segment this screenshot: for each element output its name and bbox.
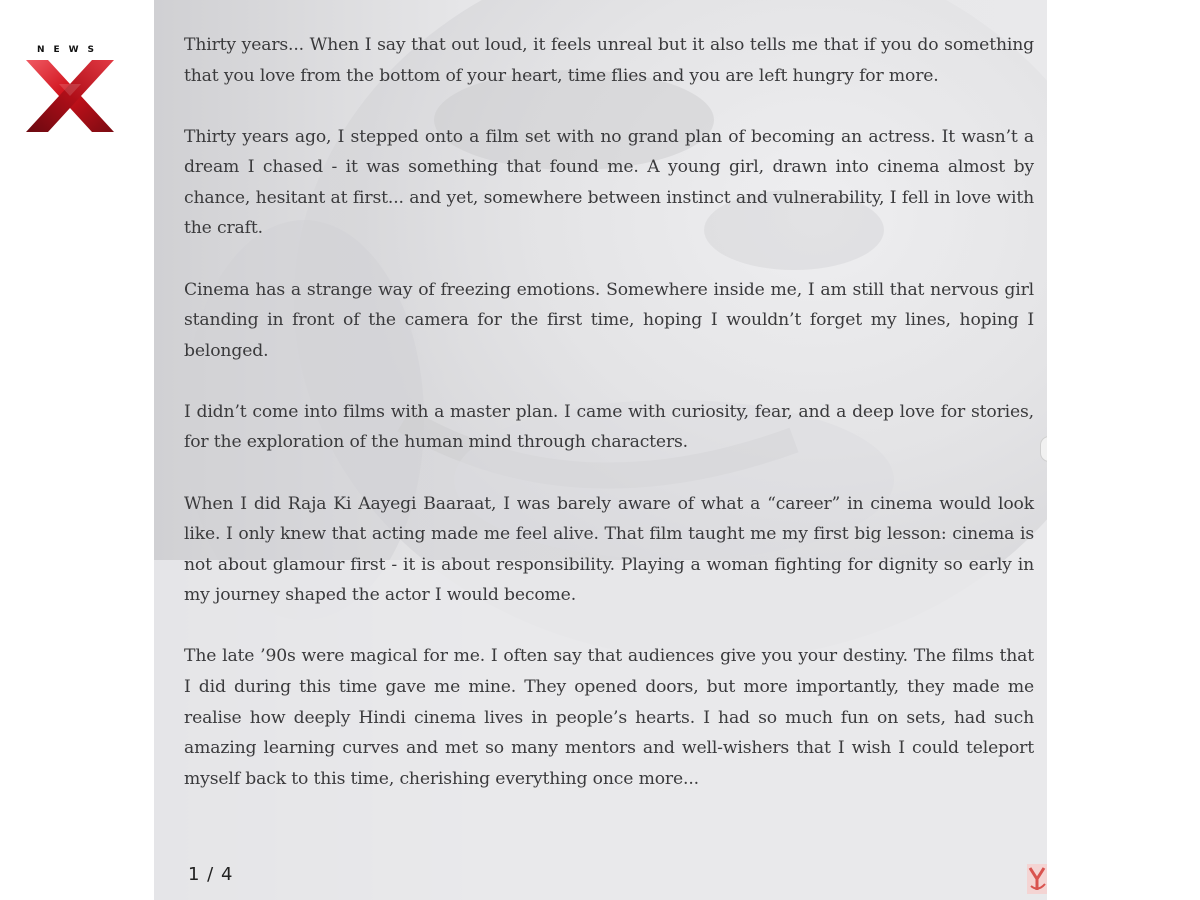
logo-x-icon	[24, 58, 116, 134]
statement-text	[184, 30, 1034, 825]
slide-counter: 1 / 4	[188, 864, 234, 885]
paragraph-6: The late ’90s were magical for me. I often say that audiences give you your destiny. The films that I did during this time gave me mine. They opened doors, but more importantly, they made me realise how deeply Hindi cinema lives in people’s hearts. I had so much fun on sets, had such amazing learning curves and met so many mentors and well-wishers that I wish I could teleport myself back to this time, cherishing everything once more...	[184, 646, 1034, 789]
studio-logo-icon	[1027, 864, 1047, 894]
newsx-logo[interactable]	[22, 44, 118, 136]
paragraph-3: Cinema has a strange way of freezing emotions. Somewhere inside me, I am still that nervous girl standing in front of the camera for the first time, hoping I wouldn’t forget my lines, hoping I belonged.	[184, 279, 1034, 361]
paragraph-1: Thirty years... When I say that out loud, it feels unreal but it also tells me that if you do something that you love from the bottom of your heart, time flies and you are left hungry for more.	[184, 35, 1034, 86]
paragraph-2: Thirty years ago, I stepped onto a film set with no grand plan of becoming an actress. It wasn’t a dream I chased - it was something that found me. A young girl, drawn into cinema almost by chance, hesitant at first... and yet, somewhere between instinct and vulnerability, I fell in love with the craft.	[184, 126, 1034, 239]
paragraph-4: I didn’t come into films with a master plan. I came with curiosity, fear, and a deep love for stories, for the exploration of the human mind through characters.	[184, 401, 1034, 453]
statement-poster	[154, 0, 1047, 900]
paragraph-5: When I did Raja Ki Aayegi Baaraat, I was barely aware of what a “career” in cinema would look like. I only knew that acting made me feel alive. That film taught me my first big lesson: cinema is not about glamour first - it is about responsibility. Playing a woman fighting for dignity so early in my journey shaped the actor I would become.	[184, 493, 1034, 606]
next-slide-handle[interactable]	[1040, 436, 1047, 462]
logo-wordmark: NEWS	[36, 45, 104, 55]
